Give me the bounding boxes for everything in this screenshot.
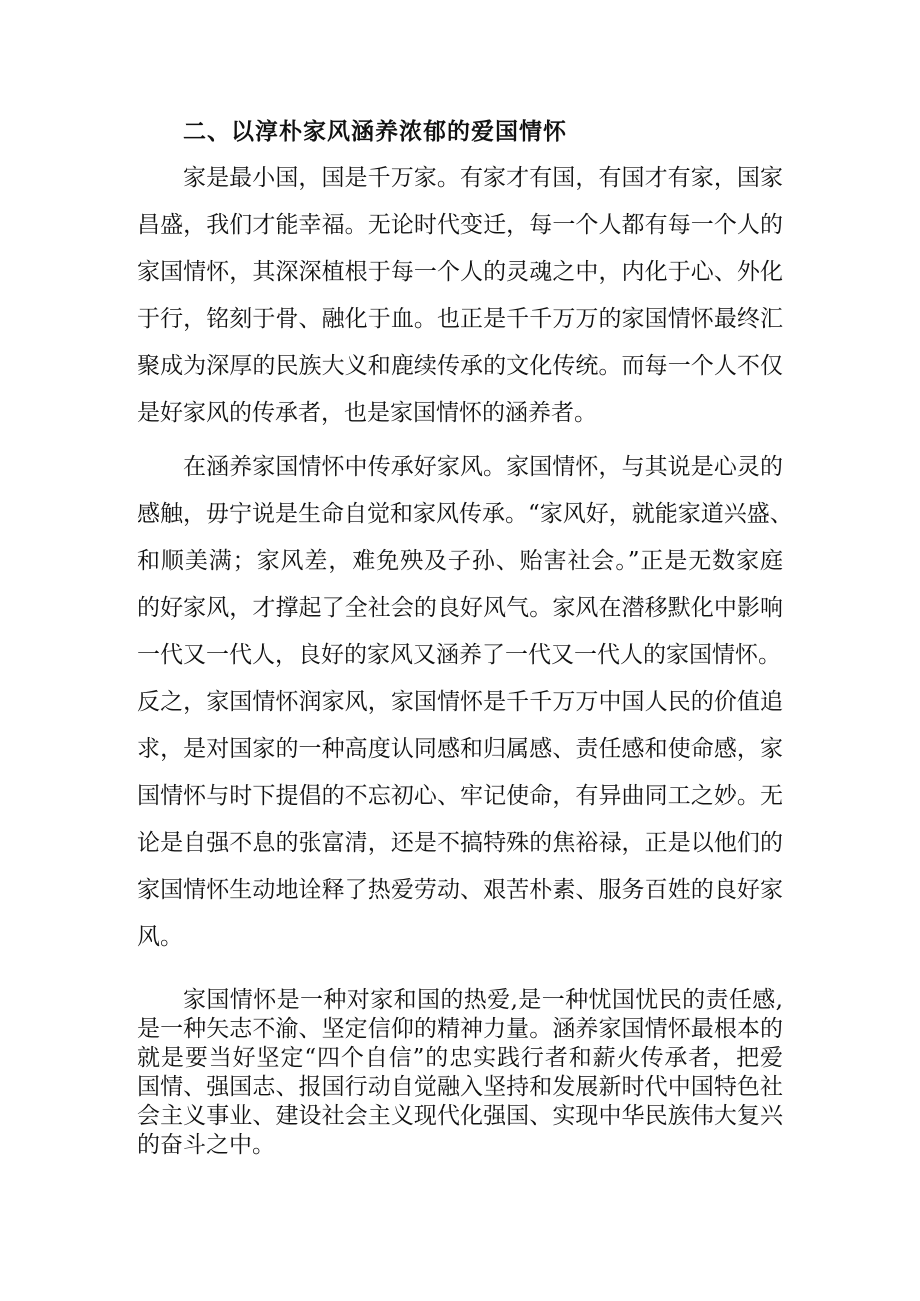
text-line: 聚成为深厚的民族大义和鹿续传承的文化传统。而每一个人不仅: [137, 353, 783, 379]
document-body: [137, 108, 793, 961]
text-line: 反之，家国情怀润家风，家国情怀是千千万万中国人民的价值追: [137, 689, 783, 715]
text-line: 家是最小国，国是千万家。有家才有国，有国才有家，国家: [183, 165, 783, 191]
text-line: 一代又一代人，良好的家风又涵养了一代又一代人的家国情怀。: [137, 642, 781, 668]
text-line: 风。: [137, 924, 183, 950]
text-line: 于行，铭刻于骨、融化于血。也正是千千万万的家国情怀最终汇: [137, 306, 783, 332]
text-line: 家国情怀，其深深植根于每一个人的灵魂之中，内化于心、外化: [137, 259, 783, 285]
paragraph-3: [137, 986, 783, 1160]
text-line: 论是自强不息的张富清，还是不搞特殊的焦裕禄，正是以他们的: [137, 830, 783, 856]
text-line: 在涵养家国情怀中传承好家风。家国情怀，与其说是心灵的: [183, 454, 783, 480]
text-line: 的好家风，才撑起了全社会的良好风气。家风在潜移默化中影响: [137, 595, 783, 621]
text-line: 的奋斗之中。: [137, 1132, 275, 1158]
text-line: 求，是对国家的一种高度认同感和归属感、责任感和使命感，家: [137, 736, 783, 762]
text-line: 和顺美满；家风差，难免殃及子孙、贻害社会。”正是无数家庭: [137, 548, 783, 574]
text-line: 会主义事业、建设社会主义现代化强国、实现中华民族伟大复兴: [137, 1103, 783, 1129]
text-line: 家国情怀生动地诠释了热爱劳动、艰苦朴素、服务百姓的良好家: [137, 877, 783, 903]
text-line: 是一种矢志不渝、坚定信仰的精神力量。涵养家国情怀最根本的: [137, 1016, 783, 1042]
text-line: 国情、强国志、报国行动自觉融入坚持和发展新时代中国特色社: [137, 1074, 783, 1100]
text-line: 国情怀与时下提倡的不忘初心、牢记使命，有异曲同工之妙。无: [137, 783, 783, 809]
paragraph-2: [137, 444, 793, 961]
section-heading: 二、以淳朴家风涵养浓郁的爱国情怀: [183, 118, 567, 145]
text-line: 家国情怀是一种对家和国的热爱,是一种忧国忧民的责任感,: [183, 987, 783, 1013]
text-line: 昌盛，我们才能幸福。无论时代变迁，每一个人都有每一个人的: [137, 212, 783, 238]
text-line: 就是要当好坚定“四个自信”的忠实践行者和薪火传承者，把爱: [137, 1045, 783, 1071]
paragraph-1: [137, 155, 783, 437]
text-line: 是好家风的传承者，也是家国情怀的涵养者。: [137, 400, 597, 426]
text-line: 感触，毋宁说是生命自觉和家风传承。“家风好，就能家道兴盛、: [137, 501, 793, 527]
